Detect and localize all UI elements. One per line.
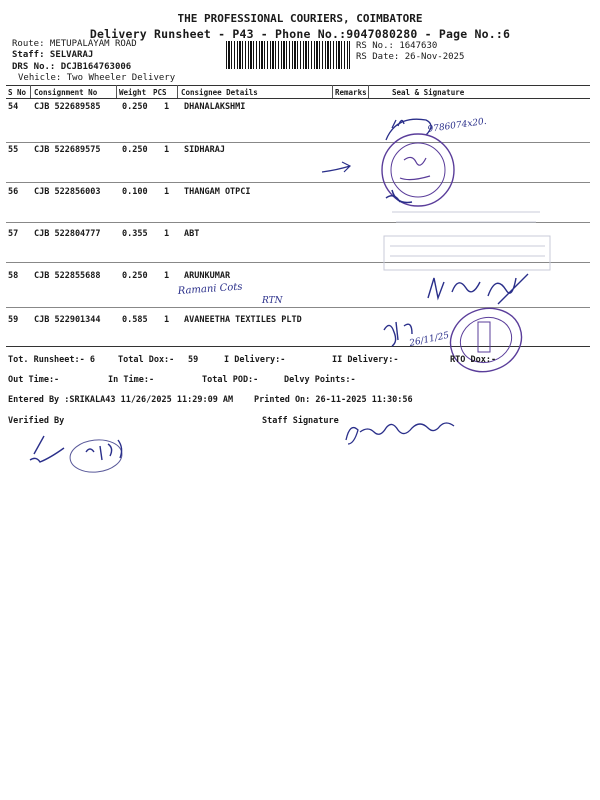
handwritten-row58-note: Ramani Cots (177, 281, 243, 297)
verified-signature (30, 436, 124, 475)
row-consignment: CJB 522856003 (34, 187, 101, 197)
col-header-consignee: Consignee Details (181, 88, 258, 97)
row-pcs: 1 (164, 229, 170, 239)
rs-date: RS Date: 26-Nov-2025 (356, 52, 465, 62)
i-delivery: I Delivery:- (224, 355, 286, 365)
runsheet-title: Delivery Runsheet - P43 - Phone No.:9047080280 - Page No.:6 (89, 27, 511, 41)
row-consignee: AVANEETHA TEXTILES PLTD (184, 315, 302, 325)
total-runsheet: Tot. Runsheet:- 6 (8, 355, 95, 365)
row-sno: 55 (8, 145, 19, 155)
row-consignee: DHANALAKSHMI (184, 102, 246, 112)
signature-row58 (428, 274, 528, 304)
row-consignee: THANGAM OTPCI (184, 187, 251, 197)
row-pcs: 1 (164, 145, 170, 155)
rs-number: RS No.: 1647630 (356, 41, 438, 51)
row-consignment: CJB 522689585 (34, 102, 101, 112)
col-header-consignment: Consignment No (34, 88, 98, 97)
row-consignment: CJB 522804777 (34, 229, 101, 239)
row-pcs: 1 (164, 271, 170, 281)
row-consignment: CJB 522901344 (34, 315, 101, 325)
row-consignment: CJB 522855688 (34, 271, 101, 281)
vehicle-label: Vehicle: Two Wheeler Delivery (18, 73, 176, 83)
rto-dox: RTO Dox:- (450, 355, 497, 365)
row-weight: 0.250 (122, 271, 148, 281)
row-consignee: SIDHARAJ (184, 145, 225, 155)
row-sno: 54 (8, 102, 19, 112)
row-sno: 58 (8, 271, 19, 281)
company-name: THE PROFESSIONAL COURIERS, COIMBATORE (177, 12, 423, 25)
total-pod: Total POD:- (202, 375, 259, 385)
staff-signature-mark (346, 423, 454, 444)
route-label: Route: METUPALAYAM ROAD (12, 39, 137, 49)
signature-row59 (384, 322, 412, 346)
row-sno: 56 (8, 187, 19, 197)
handwritten-row58-rtn: RTN (262, 296, 283, 306)
row-pcs: 1 (164, 315, 170, 325)
col-header-pcs: PCS (153, 88, 167, 97)
out-time: Out Time:- (8, 375, 60, 385)
handwritten-phone-note: 9786074x20. (427, 116, 488, 135)
staff-signature-label: Staff Signature (262, 416, 339, 426)
staff-label: Staff: SELVARAJ (12, 50, 94, 60)
row-consignee: ARUNKUMAR (184, 271, 231, 281)
total-dox-label: Total Dox:- (118, 355, 175, 365)
ii-delivery: II Delivery:- (332, 355, 399, 365)
row-weight: 0.250 (122, 145, 148, 155)
oval-stamp-row59 (442, 299, 531, 382)
row-consignment: CJB 522689575 (34, 145, 101, 155)
row-weight: 0.250 (122, 102, 148, 112)
col-header-sno: S No (8, 88, 27, 97)
delivery-points: Delvy Points:- (284, 375, 356, 385)
row-weight: 0.100 (122, 187, 148, 197)
col-header-remarks: Remarks (335, 88, 367, 97)
row-sno: 59 (8, 315, 19, 325)
total-dox-value: 59 (188, 355, 199, 365)
handwritten-date-row59: 26/11/25 (408, 330, 451, 349)
remarks-arrow-icon (322, 162, 350, 172)
entered-by: Entered By :SRIKALA43 11/26/2025 11:29:09 AM (8, 395, 234, 405)
row-consignee: ABT (184, 229, 200, 239)
faint-stamp-row57 (384, 212, 550, 270)
round-stamp-row55 (382, 134, 454, 206)
row-pcs: 1 (164, 102, 170, 112)
col-header-seal-signature: Seal & Signature (392, 88, 465, 97)
row-pcs: 1 (164, 187, 170, 197)
in-time: In Time:- (108, 375, 155, 385)
row-weight: 0.355 (122, 229, 148, 239)
signature-row54 (386, 119, 431, 140)
drs-number: DRS No.: DCJB164763006 (12, 62, 132, 72)
printed-on: Printed On: 26-11-2025 11:30:56 (254, 395, 413, 405)
row-weight: 0.585 (122, 315, 148, 325)
row-sno: 57 (8, 229, 19, 239)
col-header-weight: Weight (119, 88, 147, 97)
verified-by-label: Verified By (8, 416, 65, 426)
